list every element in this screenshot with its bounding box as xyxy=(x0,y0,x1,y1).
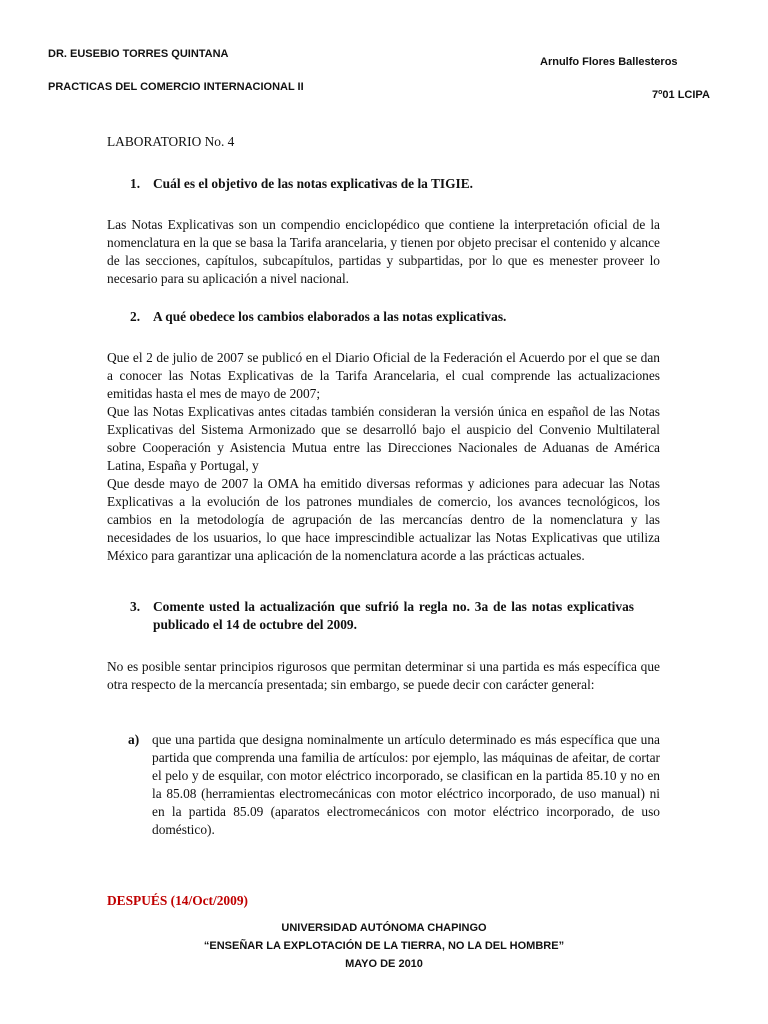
question-2-text: A qué obedece los cambios elaborados a las notas explicativas. xyxy=(153,309,507,324)
answer-2 xyxy=(107,349,660,565)
answer-2-paragraph-1: Que el 2 de julio de 2007 se publicó en el Diario Oficial de la Federación el Acuerdo por el que se dan a conocer las Notas Explicativas de la Tarifa Arancelaria, el cual comprende las actualizaciones emitidas hasta el mes de mayo de 2007; xyxy=(107,350,660,401)
question-3-number: 3. xyxy=(130,599,141,614)
question-3 xyxy=(130,598,634,634)
answer-2-paragraph-2: Que las Notas Explicativas antes citadas también consideran la versión única en español de las Notas Explicativas del Sistema Armonizado que se desarrolló bajo el auspicio del Convenio Multilateral sobre Cooperación y Asistencia Mutua entre las Direcciones Nacionales de Aduanas de América Latina, España y Portugal, y xyxy=(107,404,660,473)
question-2-number: 2. xyxy=(130,309,141,324)
header-course: PRACTICAS DEL COMERCIO INTERNACIONAL II xyxy=(48,81,304,93)
group-number: 7 xyxy=(652,89,659,101)
footer-motto: “ENSEÑAR LA EXPLOTACIÓN DE LA TIERRA, NO LA DEL HOMBRE” xyxy=(203,940,565,952)
answer-1: Las Notas Explicativas son un compendio enciclopédico que contiene la interpretación oficial de la nomenclatura en la que se basa la Tarifa arancelaria, y tienen por objeto precisar el contenido y alcance de las secciones, capítulos, subcapítulos, partidas y subpartidas, por lo que es menester proveer lo necesario para su aplicación a nivel nacional. xyxy=(107,217,660,286)
header-group xyxy=(652,86,710,102)
header-author: DR. EUSEBIO TORRES QUINTANA xyxy=(48,48,229,60)
question-1-text: Cuál es el objetivo de las notas explicativas de la TIGIE. xyxy=(153,176,474,191)
group-superscript: o xyxy=(658,89,663,96)
lab-title: LABORATORIO No. 4 xyxy=(107,134,235,149)
footer-date: MAYO DE 2010 xyxy=(345,958,423,970)
despues-heading: DESPUÉS (14/Oct/2009) xyxy=(107,893,248,908)
footer-university: UNIVERSIDAD AUTÓNOMA CHAPINGO xyxy=(281,922,487,934)
answer-3: No es posible sentar principios rigurosos que permitan determinar si una partida es más específica que otra respecto de la mercancía presentada; sin embargo, se puede decir con carácter general: xyxy=(107,659,660,692)
question-3-text: Comente usted la actualización que sufrió la regla no. 3a de las notas explicativas publicado el 14 de octubre del 2009. xyxy=(153,599,634,632)
answer-2-paragraph-3: Que desde mayo de 2007 la OMA ha emitido diversas reformas y adiciones para adecuar las Notas Explicativas a la evolución de los patrones mundiales de comercio, los avances tecnológicos, los cambios en la metodología de agrupación de las mercancías dentro de la nomenclatura y las necesidades de los usuarios, lo que hace imprescindible actualizar las Notas Explicativas que utiliza México para garantizar una aplicación de la nomenclatura acorde a las prácticas actuales. xyxy=(107,476,660,563)
question-1 xyxy=(130,175,634,193)
question-2 xyxy=(130,308,634,326)
list-item-a xyxy=(128,731,660,839)
group-rest: 01 LCIPA xyxy=(662,89,710,101)
list-item-a-text: que una partida que designa nominalmente un artículo determinado es más específica que una partida que comprenda una familia de artículos: por ejemplo, las máquinas de afeitar, de cortar el pelo y de esquilar, con motor eléctrico incorporado, se clasifican en la partida 85.10 y no en la 85.08 (herramientas electromecánicas con motor eléctrico incorporado, de uso manual) ni en la partida 85.09 (aparatos electromecánicos con motor eléctrico incorporado, de uso doméstico). xyxy=(152,732,660,837)
question-1-number: 1. xyxy=(130,176,141,191)
header-student: Arnulfo Flores Ballesteros xyxy=(540,56,678,68)
list-item-a-label: a) xyxy=(128,732,140,747)
